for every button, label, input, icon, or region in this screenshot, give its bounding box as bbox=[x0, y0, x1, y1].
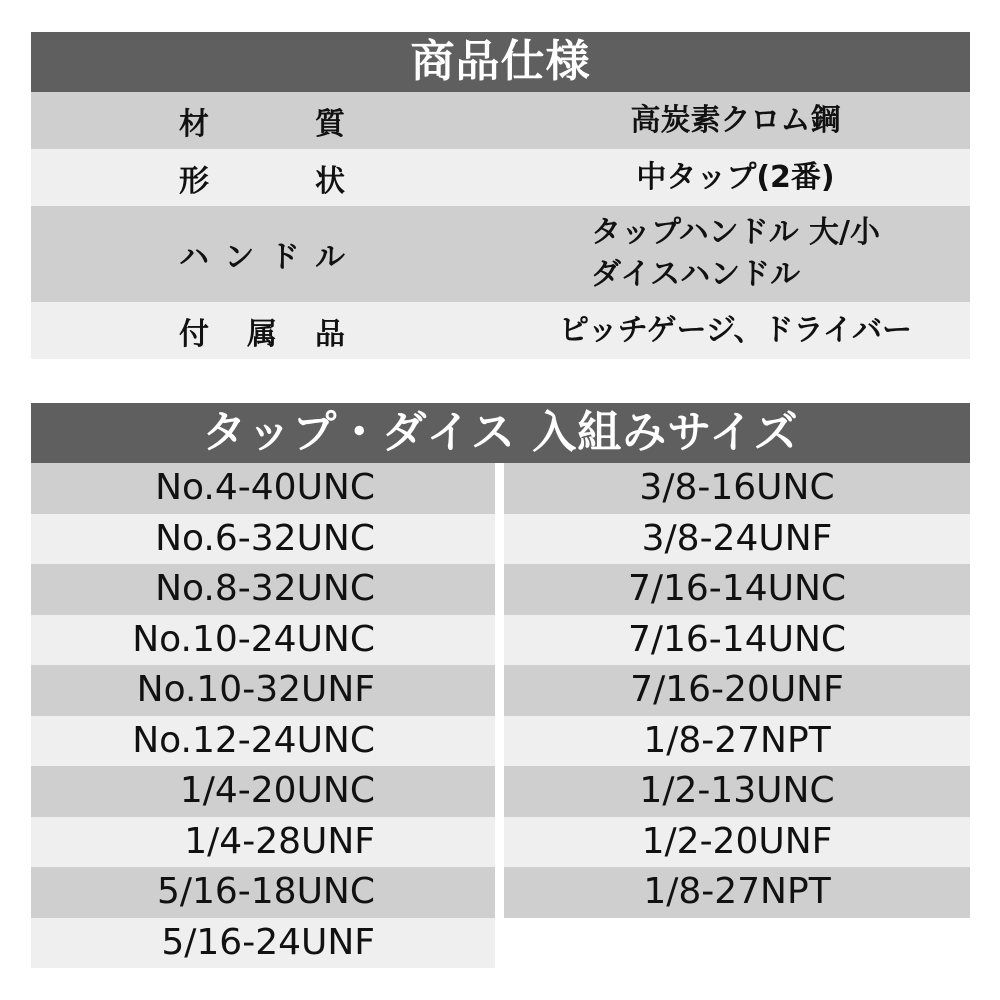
spec-value-line: 高炭素クロム鋼 bbox=[630, 102, 841, 138]
size-item: 1/4-28UNF bbox=[31, 817, 495, 868]
spec-value bbox=[501, 100, 970, 142]
spec-value-line: ダイスハンドル bbox=[591, 257, 801, 292]
sizes-left-column bbox=[31, 463, 495, 968]
size-item: No.8-32UNC bbox=[31, 564, 495, 615]
spec-label-char: 状 bbox=[315, 163, 345, 199]
spec-label bbox=[31, 232, 501, 276]
spec-label bbox=[31, 309, 501, 353]
size-item: 1/8-27NPT bbox=[504, 716, 970, 767]
size-item: 1/4-20UNC bbox=[31, 766, 495, 817]
spec-value-line: ピッチゲージ、ドライバー bbox=[558, 312, 913, 348]
sizes-title: タップ・ダイス 入組みサイズ bbox=[31, 403, 970, 463]
size-item: 1/2-20UNF bbox=[504, 817, 970, 868]
size-item: No.12-24UNC bbox=[31, 716, 495, 767]
size-item: No.4-40UNC bbox=[31, 463, 495, 514]
spec-label-char: 付 bbox=[179, 316, 209, 352]
sizes-columns bbox=[31, 463, 970, 973]
spec-value bbox=[501, 157, 970, 199]
spec-label-char: 質 bbox=[315, 106, 345, 142]
spec-row-accessories bbox=[31, 302, 970, 359]
spec-row-shape bbox=[31, 149, 970, 206]
spec-value bbox=[501, 212, 970, 296]
size-item: 5/16-24UNF bbox=[31, 918, 495, 969]
spec-value-line: 中タップ(2番) bbox=[636, 159, 835, 195]
spec-label-char: ハ bbox=[179, 240, 209, 275]
size-item: 1/2-13UNC bbox=[504, 766, 970, 817]
size-item: 1/8-27NPT bbox=[504, 867, 970, 918]
size-item: 7/16-14UNC bbox=[504, 564, 970, 615]
spec-label-char: ル bbox=[314, 240, 345, 275]
sizes-right-column bbox=[504, 463, 970, 918]
spec-label-char: 品 bbox=[315, 316, 345, 352]
size-item: No.10-32UNF bbox=[31, 665, 495, 716]
size-item: 3/8-24UNF bbox=[504, 514, 970, 565]
spec-label-char: 属 bbox=[247, 316, 277, 352]
spec-label-char: ド bbox=[269, 240, 300, 275]
size-item: 5/16-18UNC bbox=[31, 867, 495, 918]
spec-row-material bbox=[31, 92, 970, 149]
spec-label-char: ン bbox=[224, 240, 255, 275]
spec-value bbox=[501, 310, 970, 352]
size-item: No.10-24UNC bbox=[31, 615, 495, 666]
spec-label bbox=[31, 156, 501, 200]
size-item: 7/16-20UNF bbox=[504, 665, 970, 716]
spec-title: 商品仕様 bbox=[31, 32, 970, 92]
spec-row-handle bbox=[31, 206, 970, 302]
spec-value-line: タップハンドル 大/小 bbox=[591, 215, 881, 250]
spec-table bbox=[31, 32, 970, 359]
size-item: 7/16-14UNC bbox=[504, 615, 970, 666]
sizes-table bbox=[31, 403, 970, 973]
spec-label bbox=[31, 99, 501, 143]
spec-label-char: 形 bbox=[179, 163, 209, 199]
spec-label-char: 材 bbox=[179, 106, 209, 142]
size-item: No.6-32UNC bbox=[31, 514, 495, 565]
size-item: 3/8-16UNC bbox=[504, 463, 970, 514]
